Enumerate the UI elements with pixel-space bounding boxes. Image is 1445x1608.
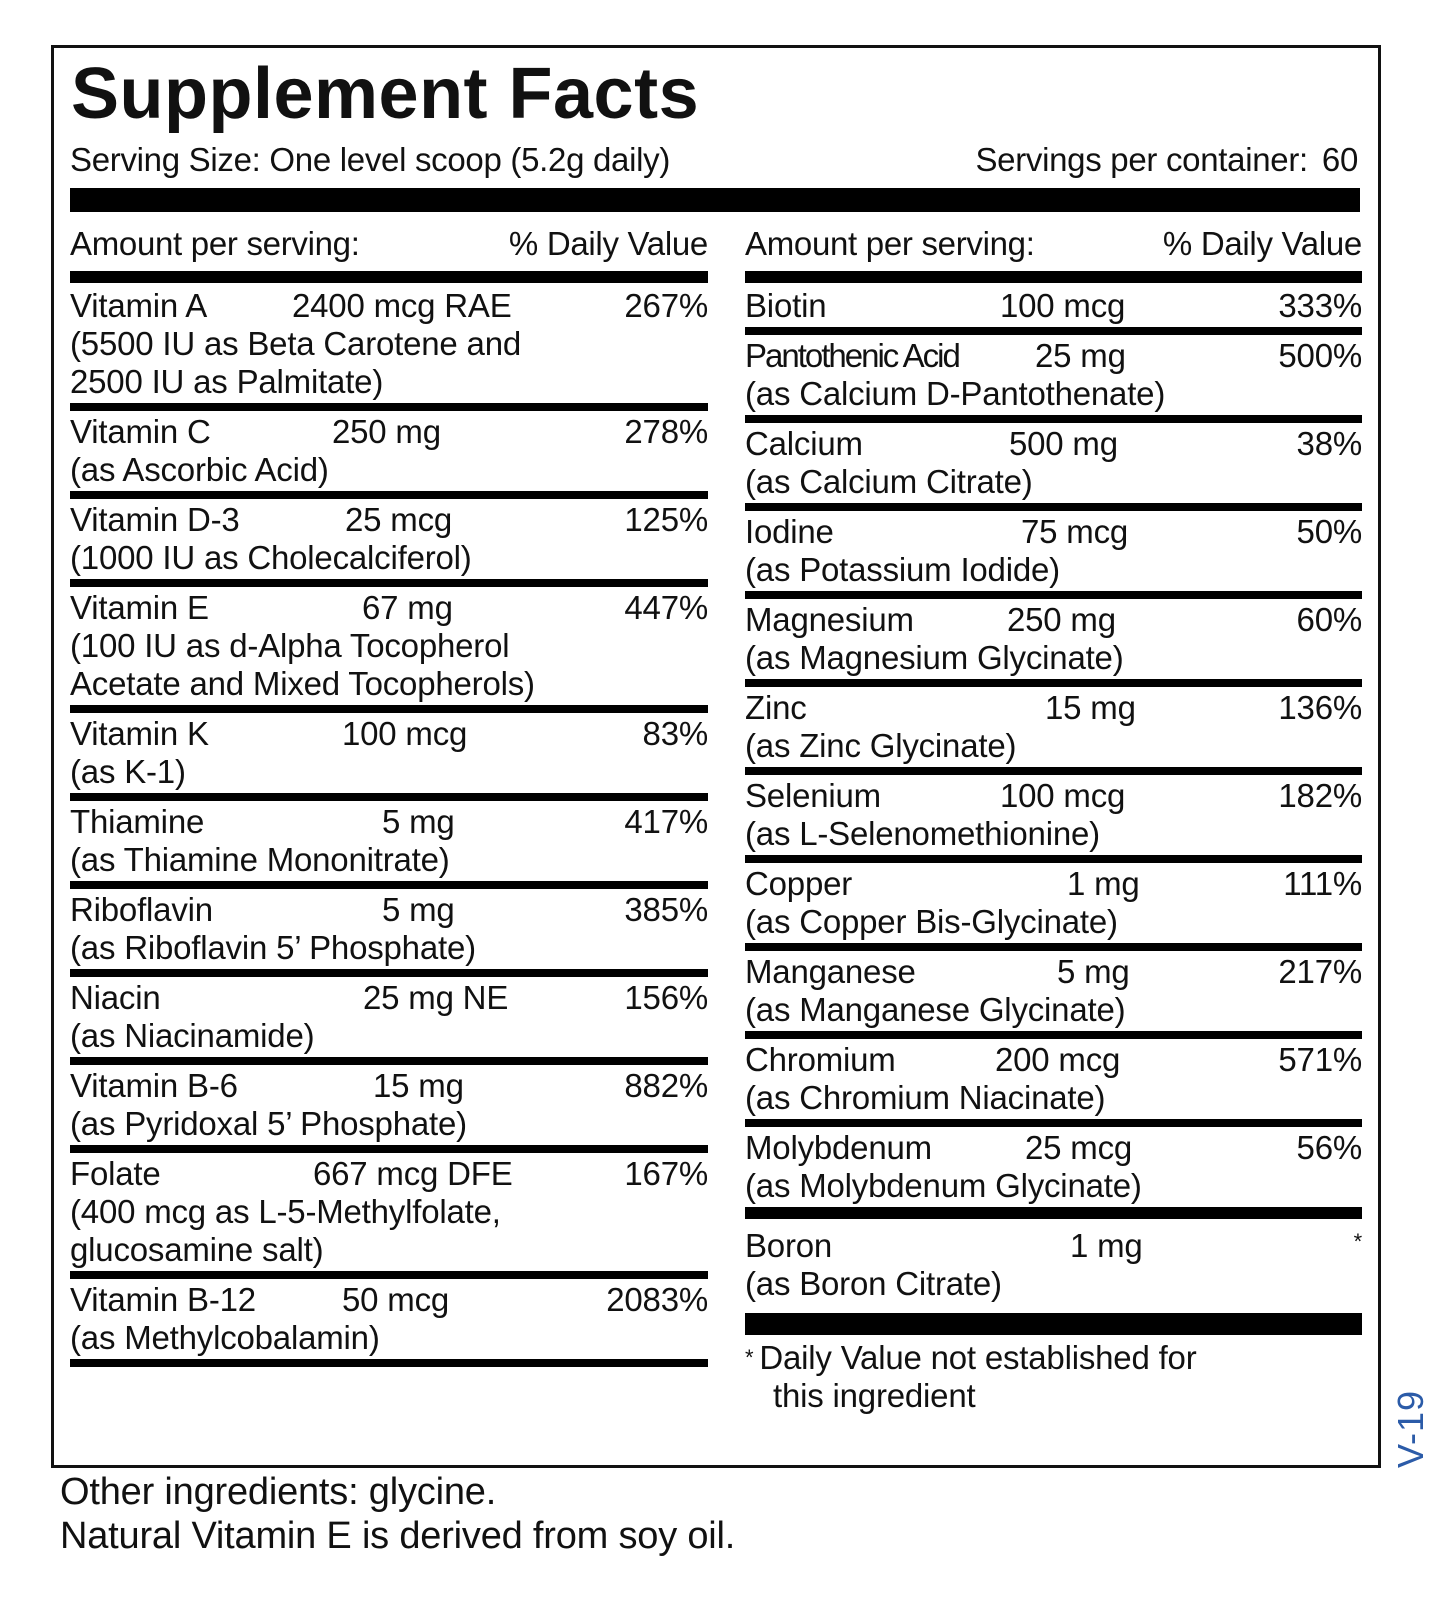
divider bbox=[70, 881, 708, 889]
nutrient-row bbox=[745, 599, 1362, 679]
nutrient-amount: 100 mcg bbox=[1000, 777, 1126, 814]
divider bbox=[745, 1031, 1362, 1039]
divider bbox=[745, 271, 1362, 283]
nutrient-source: (1000 IU as Cholecalciferol) bbox=[70, 539, 472, 576]
nutrient-name: Chromium bbox=[745, 1041, 896, 1078]
nutrient-amount: 1 mg bbox=[1070, 1227, 1143, 1264]
divider bbox=[745, 1119, 1362, 1127]
nutrient-source: (as Molybdenum Glycinate) bbox=[745, 1167, 1142, 1204]
servings-per-container-label: Servings per container: bbox=[975, 141, 1308, 178]
nutrient-amount: 15 mg bbox=[373, 1067, 464, 1104]
nutrient-daily-value: 111% bbox=[1283, 865, 1362, 902]
nutrient-row bbox=[745, 423, 1362, 503]
nutrient-source: (as Calcium D-Pantothenate) bbox=[745, 375, 1166, 412]
divider bbox=[70, 969, 708, 977]
divider bbox=[745, 327, 1362, 335]
amount-per-serving-label: Amount per serving: bbox=[745, 225, 1035, 262]
allergen-note: Natural Vitamin E is derived from soy oil. bbox=[60, 1515, 736, 1557]
nutrient-row bbox=[70, 1153, 708, 1271]
nutrient-name: Vitamin K bbox=[70, 715, 209, 752]
nutrient-daily-value: 500% bbox=[1278, 337, 1362, 374]
other-ingredients bbox=[60, 1470, 735, 1558]
divider-thick bbox=[745, 1313, 1362, 1335]
nutrient-amount: 2400 mcg RAE bbox=[292, 287, 512, 324]
nutrient-row bbox=[70, 889, 708, 969]
nutrient-name: Folate bbox=[70, 1155, 161, 1192]
nutrient-source: (as Magnesium Glycinate) bbox=[745, 639, 1124, 676]
nutrient-amount: 50 mcg bbox=[342, 1281, 450, 1318]
nutrient-daily-value: 38% bbox=[1296, 425, 1362, 462]
divider bbox=[70, 793, 708, 801]
divider bbox=[70, 271, 708, 283]
nutrient-row bbox=[70, 1065, 708, 1145]
nutrient-amount: 15 mg bbox=[1045, 689, 1136, 726]
nutrient-amount: 250 mg bbox=[332, 413, 441, 450]
nutrient-row bbox=[70, 801, 708, 881]
nutrient-row bbox=[745, 511, 1362, 591]
nutrient-source: (as Chromium Niacinate) bbox=[745, 1079, 1106, 1116]
nutrient-name: Thiamine bbox=[70, 803, 205, 840]
divider-thick bbox=[70, 188, 1360, 212]
nutrient-row bbox=[70, 587, 708, 705]
nutrient-source: (as Ascorbic Acid) bbox=[70, 451, 329, 488]
nutrient-name: Vitamin E bbox=[70, 589, 209, 626]
nutrient-row bbox=[70, 713, 708, 793]
nutrient-name: Niacin bbox=[70, 979, 161, 1016]
divider bbox=[70, 403, 708, 411]
nutrient-amount: 75 mcg bbox=[1021, 513, 1129, 550]
version-code: V-19 bbox=[1390, 1389, 1431, 1468]
divider bbox=[70, 1057, 708, 1065]
nutrient-daily-value: 571% bbox=[1278, 1041, 1362, 1078]
nutrient-source: (as Manganese Glycinate) bbox=[745, 991, 1126, 1028]
nutrient-column-right bbox=[745, 223, 1362, 1415]
servings-per-container-value: 60 bbox=[1321, 141, 1358, 178]
divider bbox=[70, 1145, 708, 1153]
divider bbox=[745, 943, 1362, 951]
nutrient-source: (as Calcium Citrate) bbox=[745, 463, 1033, 500]
nutrient-daily-value: 2083% bbox=[606, 1281, 708, 1318]
nutrient-daily-value: 882% bbox=[624, 1067, 708, 1104]
daily-value-label: % Daily Value bbox=[508, 225, 708, 262]
nutrient-daily-value: 167% bbox=[624, 1155, 708, 1192]
nutrient-name: Selenium bbox=[745, 777, 881, 814]
footnote bbox=[745, 1335, 1362, 1415]
nutrient-row bbox=[70, 977, 708, 1057]
nutrient-name: Copper bbox=[745, 865, 853, 902]
nutrient-source: (as Niacinamide) bbox=[70, 1017, 315, 1054]
divider bbox=[745, 679, 1362, 687]
divider bbox=[70, 491, 708, 499]
nutrient-name: Pantothenic Acid bbox=[745, 337, 959, 374]
nutrient-daily-value: 417% bbox=[624, 803, 708, 840]
nutrient-daily-value: 333% bbox=[1278, 287, 1362, 324]
nutrient-amount: 5 mg bbox=[1057, 953, 1130, 990]
nutrient-row bbox=[745, 1039, 1362, 1119]
nutrient-source: (400 mcg as L-5-Methylfolate, bbox=[70, 1193, 501, 1230]
nutrient-row bbox=[745, 863, 1362, 943]
nutrient-row bbox=[745, 687, 1362, 767]
nutrient-daily-value: 267% bbox=[624, 287, 708, 324]
panel-title: Supplement Facts bbox=[71, 54, 700, 134]
divider bbox=[70, 705, 708, 713]
nutrient-source: glucosamine salt) bbox=[70, 1231, 324, 1268]
nutrient-row bbox=[70, 285, 708, 403]
serving-size: Serving Size: One level scoop (5.2g daily) bbox=[70, 141, 671, 178]
nutrient-source: 2500 IU as Palmitate) bbox=[70, 363, 384, 400]
nutrient-row bbox=[745, 1219, 1362, 1305]
nutrient-daily-value: 125% bbox=[624, 501, 708, 538]
nutrient-name: Vitamin C bbox=[70, 413, 211, 450]
nutrient-daily-value: 447% bbox=[624, 589, 708, 626]
nutrient-daily-value: 385% bbox=[624, 891, 708, 928]
nutrient-amount: 25 mcg bbox=[345, 501, 453, 538]
nutrient-row bbox=[745, 285, 1362, 327]
footnote-text-line1: Daily Value not established for bbox=[759, 1339, 1197, 1376]
divider bbox=[745, 415, 1362, 423]
nutrient-amount: 200 mcg bbox=[995, 1041, 1121, 1078]
divider bbox=[745, 503, 1362, 511]
divider bbox=[745, 591, 1362, 599]
nutrient-amount: 100 mcg bbox=[342, 715, 468, 752]
nutrient-daily-value: 56% bbox=[1296, 1129, 1362, 1166]
nutrient-amount: 667 mcg DFE bbox=[313, 1155, 513, 1192]
nutrient-source: (100 IU as d-Alpha Tocopherol bbox=[70, 627, 510, 664]
nutrient-row bbox=[70, 411, 708, 491]
nutrient-daily-value: 278% bbox=[624, 413, 708, 450]
servings-per-container bbox=[975, 143, 1358, 176]
nutrient-row bbox=[745, 775, 1362, 855]
nutrient-row bbox=[745, 951, 1362, 1031]
divider bbox=[745, 1207, 1362, 1219]
divider bbox=[745, 767, 1362, 775]
nutrient-daily-value: 217% bbox=[1278, 953, 1362, 990]
nutrient-amount: 5 mg bbox=[382, 803, 455, 840]
nutrient-daily-value: 60% bbox=[1296, 601, 1362, 638]
nutrient-source: (as Methylcobalamin) bbox=[70, 1319, 380, 1356]
nutrient-name: Zinc bbox=[745, 689, 807, 726]
nutrient-row bbox=[70, 499, 708, 579]
nutrient-amount: 100 mcg bbox=[1000, 287, 1126, 324]
daily-value-label: % Daily Value bbox=[1162, 225, 1362, 262]
amount-per-serving-label: Amount per serving: bbox=[70, 225, 360, 262]
nutrient-source: Acetate and Mixed Tocopherols) bbox=[70, 665, 535, 702]
nutrient-row bbox=[745, 1127, 1362, 1207]
nutrient-name: Biotin bbox=[745, 287, 827, 324]
serving-info bbox=[70, 143, 1358, 176]
nutrient-name: Magnesium bbox=[745, 601, 914, 638]
nutrient-amount: 250 mg bbox=[1007, 601, 1116, 638]
nutrient-source: (as Thiamine Mononitrate) bbox=[70, 841, 450, 878]
nutrient-amount: 67 mg bbox=[362, 589, 453, 626]
nutrient-source: (as Potassium Iodide) bbox=[745, 551, 1060, 588]
nutrient-name: Vitamin A bbox=[70, 287, 207, 324]
nutrient-source: (as Riboflavin 5’ Phosphate) bbox=[70, 929, 476, 966]
column-header bbox=[70, 223, 708, 271]
nutrient-name: Iodine bbox=[745, 513, 834, 550]
divider bbox=[745, 855, 1362, 863]
divider bbox=[70, 1271, 708, 1279]
nutrient-name: Boron bbox=[745, 1227, 833, 1264]
nutrient-name: Vitamin D-3 bbox=[70, 501, 240, 538]
nutrient-amount: 25 mg bbox=[1035, 337, 1126, 374]
nutrient-name: Riboflavin bbox=[70, 891, 213, 928]
daily-value-not-established-marker: * bbox=[1353, 1229, 1362, 1254]
nutrient-daily-value: 50% bbox=[1296, 513, 1362, 550]
nutrient-name: Manganese bbox=[745, 953, 916, 990]
nutrient-name: Vitamin B-12 bbox=[70, 1281, 256, 1318]
nutrient-amount: 25 mcg bbox=[1025, 1129, 1133, 1166]
footnote-text-line2: this ingredient bbox=[773, 1377, 976, 1414]
nutrient-source: (as K-1) bbox=[70, 753, 186, 790]
supplement-facts-panel bbox=[51, 45, 1381, 1468]
nutrient-name: Molybdenum bbox=[745, 1129, 932, 1166]
nutrient-name: Vitamin B-6 bbox=[70, 1067, 238, 1104]
nutrient-name: Calcium bbox=[745, 425, 863, 462]
divider bbox=[70, 579, 708, 587]
nutrient-source: (as Pyridoxal 5’ Phosphate) bbox=[70, 1105, 467, 1142]
nutrient-amount: 25 mg NE bbox=[363, 979, 509, 1016]
nutrient-source: (5500 IU as Beta Carotene and bbox=[70, 325, 521, 362]
nutrient-amount: 5 mg bbox=[382, 891, 455, 928]
nutrient-source: (as L-Selenomethionine) bbox=[745, 815, 1100, 852]
nutrient-row bbox=[745, 335, 1362, 415]
nutrient-daily-value: 83% bbox=[642, 715, 708, 752]
divider bbox=[70, 1359, 708, 1367]
nutrient-amount: 500 mg bbox=[1009, 425, 1118, 462]
nutrient-source: (as Copper Bis-Glycinate) bbox=[745, 903, 1118, 940]
other-ingredients-line: Other ingredients: glycine. bbox=[60, 1471, 497, 1513]
nutrient-source: (as Zinc Glycinate) bbox=[745, 727, 1017, 764]
column-header bbox=[745, 223, 1362, 271]
nutrient-daily-value: 156% bbox=[624, 979, 708, 1016]
nutrient-row bbox=[70, 1279, 708, 1359]
nutrient-amount: 1 mg bbox=[1067, 865, 1140, 902]
nutrient-source: (as Boron Citrate) bbox=[745, 1265, 1002, 1302]
nutrient-daily-value: 136% bbox=[1278, 689, 1362, 726]
nutrient-column-left bbox=[70, 223, 708, 1367]
footnote-marker: * bbox=[745, 1345, 754, 1370]
nutrient-daily-value: 182% bbox=[1278, 777, 1362, 814]
